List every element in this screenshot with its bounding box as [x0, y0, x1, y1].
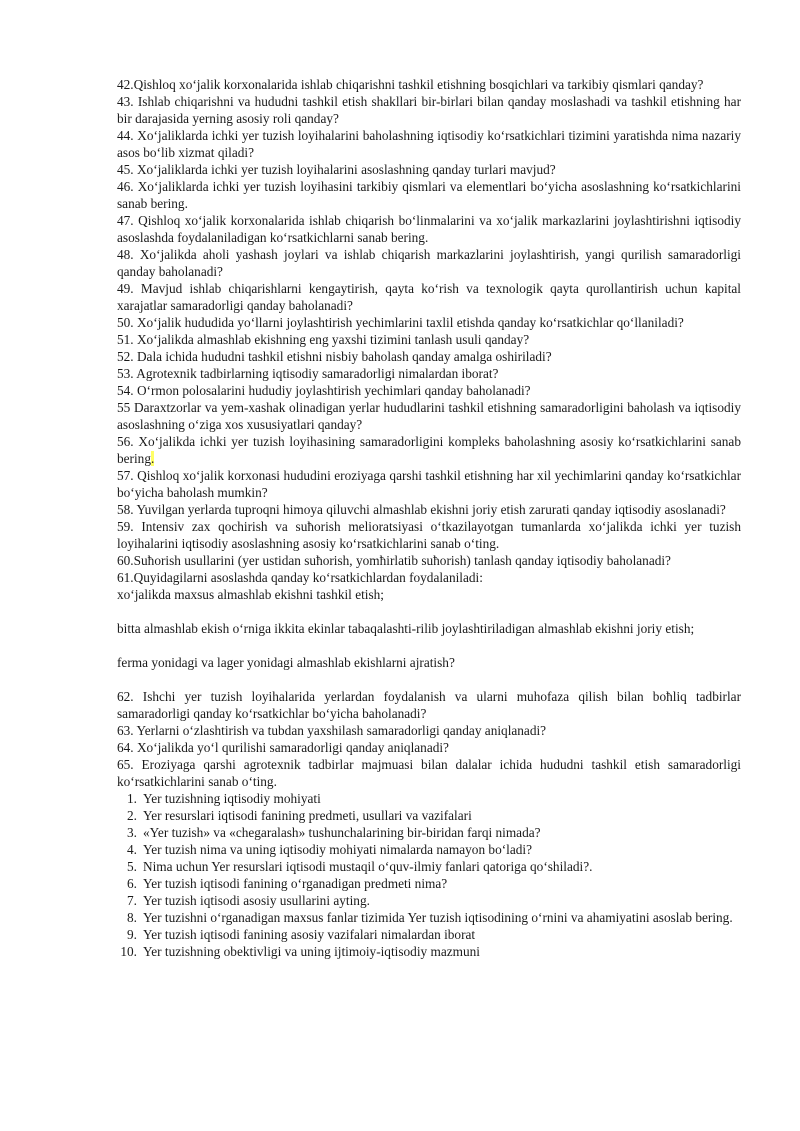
- question-44: 44. Xo‘jaliklarda ichki yer tuzish loyihalarini baholashning iqtisodiy ko‘rsatkichlari tizimini yaratishda nima nazariy asos bo‘lib xizmat qiladi?: [117, 128, 741, 160]
- list-item: [117, 841, 741, 858]
- question-50: 50. Xo‘jalik hududida yo‘llarni joylashtirish yechimlarini taxlil etishda qanday ko‘rsatkichlar qo‘llaniladi?: [117, 315, 684, 330]
- list-text: Yer tuzishni o‘rganadigan maxsus fanlar tizimida Yer tuzish iqtisodining o‘rnini va ahamiyatini asoslab bering.: [143, 910, 733, 925]
- question-53: 53. Agrotexnik tadbirlarning iqtisodiy samaradorligi nimalardan iborat?: [117, 366, 499, 381]
- question-61-item-1: xo‘jalikda maxsus almashlab ekishni tashkil etish;: [117, 587, 385, 602]
- list-item: [117, 909, 741, 926]
- list-text: Yer tuzishning obektivligi va uning ijtimoiy-iqtisodiy mazmuni: [143, 944, 480, 959]
- question-61-item-3: ferma yonidagi va lager yonidagi almashlab ekishlarni ajratish?: [117, 655, 455, 670]
- list-number: 8.: [127, 910, 137, 925]
- question-58: 58. Yuvilgan yerlarda tuproqni himoya qiluvchi almashlab ekishni joriy etish zarurati qanday iqtisodiy asoslanadi?: [117, 502, 726, 517]
- question-61: 61.Quyidagilarni asoslashda qanday ko‘rsatkichlardan foydalaniladi:: [117, 570, 483, 585]
- list-text: Yer tuzish iqtisodi asosiy usullarini ayting.: [143, 893, 370, 908]
- blank-line: [117, 671, 741, 688]
- question-65: 65. Eroziyaga qarshi agrotexnik tadbirlar majmuasi bilan dalalar ichida hududni tashkil etish samaradorligi ko‘rsatkichlarini sanab o‘ting.: [117, 757, 741, 789]
- question-57: 57. Qishloq xo‘jalik korxonasi hududini eroziyaga qarshi tashkil etishning har xil yechimlarini qanday ko‘rsatkichlar bo‘yicha baholash mumkin?: [117, 468, 741, 500]
- list-item: [117, 892, 741, 909]
- list-text: Yer tuzish iqtisodi fanining asosiy vazifalari nimalardan iborat: [143, 927, 476, 942]
- question-64: 64. Xo‘jalikda yo‘l qurilishi samaradorligi qanday aniqlanadi?: [117, 740, 449, 755]
- question-56: [117, 433, 741, 467]
- question-48: 48. Xo‘jalikda aholi yashash joylari va ishlab chiqarish markazlarini joylashtirish, yangi qurilish samaradorligi qanday baholanadi?: [117, 247, 741, 279]
- list-number: 3.: [127, 825, 137, 840]
- list-text: Yer resurslari iqtisodi fanining predmeti, usullari va vazifalari: [143, 808, 472, 823]
- question-46: 46. Xo‘jaliklarda ichki yer tuzish loyihasini tarkibiy qismlari va elementlari bo‘yicha asoslashning ko‘rsatkichlarini sanab bering.: [117, 179, 741, 211]
- list-item: [117, 943, 741, 960]
- blank-line: [117, 603, 741, 620]
- list-text: Yer tuzish nima va uning iqtisodiy mohiyati nimalarda namayon bo‘ladi?: [143, 842, 532, 857]
- list-number: 1.: [127, 791, 137, 806]
- question-61-item-2: bitta almashlab ekish o‘rniga ikkita ekinlar tabaqalashti-rilib joylashtiriladigan almashlab ekishni joriy etish;: [117, 621, 695, 636]
- document-page: [117, 76, 741, 960]
- list-item: [117, 807, 741, 824]
- list-number: 6.: [127, 876, 137, 891]
- question-49: 49. Mavjud ishlab chiqarishlarni kengaytirish, qayta ko‘rish va texnologik qayta qurollantirish uchun kapital xarajatlar samaradorligi qanday baholanadi?: [117, 281, 741, 313]
- question-55: 55 Daraxtzorlar va yem-xashak olinadigan yerlar hududlarini tashkil etishning samaradorligini baholash va iqtisodiy asoslashning o‘ziga xos xususiyatlari qanday?: [117, 400, 741, 432]
- question-62: 62. Ishchi yer tuzish loyihalarida yerlardan foydalanish va ularni muhofaza qilish bilan boħliq tadbirlar samaradorligi qanday ko‘rsatkichlar bo‘yicha baholanadi?: [117, 689, 741, 721]
- question-56-text: 56. Xo‘jalikda ichki yer tuzish loyihasining samaradorligini kompleks baholashning asosiy ko‘rsatkichlarini sanab bering: [117, 434, 741, 466]
- list-item: [117, 926, 741, 943]
- list-number: 5.: [127, 859, 137, 874]
- question-list-a: [117, 76, 741, 433]
- question-list-c: [117, 688, 741, 790]
- question-list-b: [117, 467, 741, 603]
- question-52: 52. Dala ichida hududni tashkil etishni nisbiy baholash qanday amalga oshiriladi?: [117, 349, 552, 364]
- list-text: Yer tuzish iqtisodi fanining o‘rganadigan predmeti nima?: [143, 876, 448, 891]
- list-text: Nima uchun Yer resurslari iqtisodi mustaqil o‘quv-ilmiy fanlari qatoriga qo‘shiladi?.: [143, 859, 593, 874]
- list-item: [117, 858, 741, 875]
- question-47: 47. Qishloq xo‘jalik korxonalarida ishlab chiqarish bo‘linmalarini va xo‘jalik markazlarini joylashtirishni iqtisodiy asoslashda foydalaniladigan ko‘rsatkichlarni sanab bering.: [117, 213, 741, 245]
- question-42: 42.Qishloq xo‘jalik korxonalarida ishlab chiqarishni tashkil etishning bosqichlari va tarkibiy qismlari qanday?: [117, 77, 704, 92]
- list-item: [117, 790, 741, 807]
- question-43: 43. Ishlab chiqarishni va hududni tashkil etish shakllari bir-birlari bilan qanday moslashadi va tashkil etishning har bir darajasida yerning asosiy roli qanday?: [117, 94, 741, 126]
- list-number: 10.: [120, 944, 137, 959]
- numbered-list: [117, 790, 741, 960]
- list-number: 9.: [127, 927, 137, 942]
- list-number: 7.: [127, 893, 137, 908]
- blank-line: [117, 637, 741, 654]
- list-text: Yer tuzishning iqtisodiy mohiyati: [143, 791, 321, 806]
- question-54: 54. O‘rmon polosalarini hududiy joylashtirish yechimlari qanday baholanadi?: [117, 383, 531, 398]
- question-59: 59. Intensiv zax qochirish va suħorish melioratsiyasi o‘tkazilayotgan tumanlarda xo‘jalikda ichki yer tuzish loyihalarini iqtisodiy asoslashning asosiy ko‘rsatkichlarini sanab o‘ting.: [117, 519, 741, 551]
- question-63: 63. Yerlarni o‘zlashtirish va tubdan yaxshilash samaradorligi qanday aniqlanadi?: [117, 723, 547, 738]
- question-45: 45. Xo‘jaliklarda ichki yer tuzish loyihalarini asoslashning qanday turlari mavjud?: [117, 162, 556, 177]
- list-item: [117, 875, 741, 892]
- highlight-mark: .: [150, 451, 155, 466]
- list-number: 2.: [127, 808, 137, 823]
- question-60: 60.Suħorish usullarini (yer ustidan suħorish, yomħirlatib suħorish) tanlash qanday iqtisodiy baholanadi?: [117, 553, 671, 568]
- list-item: [117, 824, 741, 841]
- list-text: «Yer tuzish» va «chegaralash» tushunchalarining bir-biridan farqi nimada?: [143, 825, 541, 840]
- question-51: 51. Xo‘jalikda almashlab ekishning eng yaxshi tizimini tanlash usuli qanday?: [117, 332, 530, 347]
- list-number: 4.: [127, 842, 137, 857]
